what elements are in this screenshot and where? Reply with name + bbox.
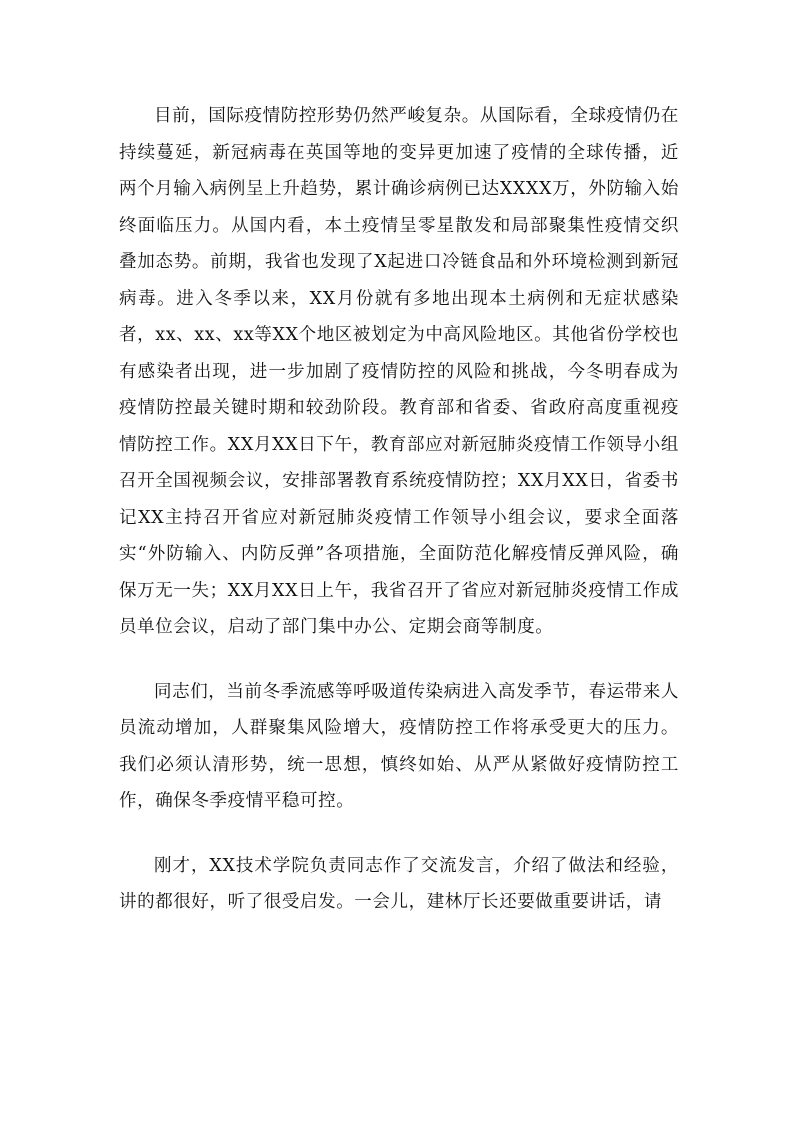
paragraph-comrades: 同志们，当前冬季流感等呼吸道传染病进入高发季节，春运带来人员流动增加，人群聚集风险增大，疫情防控工作将承受更大的压力。我们必须认清形势，统一思想，慎终如始、从严从紧做好疫情防控工作，确保冬季疫情平稳可控。 <box>119 681 679 811</box>
document-body <box>119 98 679 921</box>
paragraph-situation: 目前，国际疫情防控形势仍然严峻复杂。从国际看，全球疫情仍在持续蔓延，新冠病毒在英国等地的变异更加速了疫情的全球传播，近两个月输入病例呈上升趋势，累计确诊病例已达XXXX万，外防输入始终面临压力。从国内看，本土疫情呈零星散发和局部聚集性疫情交织叠加态势。前期，我省也发现了X起进口冷链食品和外环境检测到新冠病毒。进入冬季以来，XX月份就有多地出现本土病例和无症状感染者，xx、xx、xx等XX个地区被划定为中高风险地区。其他省份学校也有感染者出现，进一步加剧了疫情防控的风险和挑战，今冬明春成为疫情防控最关键时期和较劲阶段。教育部和省委、省政府高度重视疫情防控工作。XX月XX日下午，教育部应对新冠肺炎疫情工作领导小组召开全国视频会议，安排部署教育系统疫情防控；XX月XX日，省委书记XX主持召开省应对新冠肺炎疫情工作领导小组会议，要求全面落实“外防输入、内防反弹”各项措施，全面防范化解疫情反弹风险，确保万无一失；XX月XX日上午，我省召开了省应对新冠肺炎疫情工作成员单位会议，启动了部门集中办公、定期会商等制度。 <box>119 106 679 637</box>
paragraph-just-now: 刚才，XX技术学院负责同志作了交流发言，介绍了做法和经验，讲的都很好，听了很受启发。一会儿，建林厅长还要做重要讲话，请 <box>119 855 679 912</box>
